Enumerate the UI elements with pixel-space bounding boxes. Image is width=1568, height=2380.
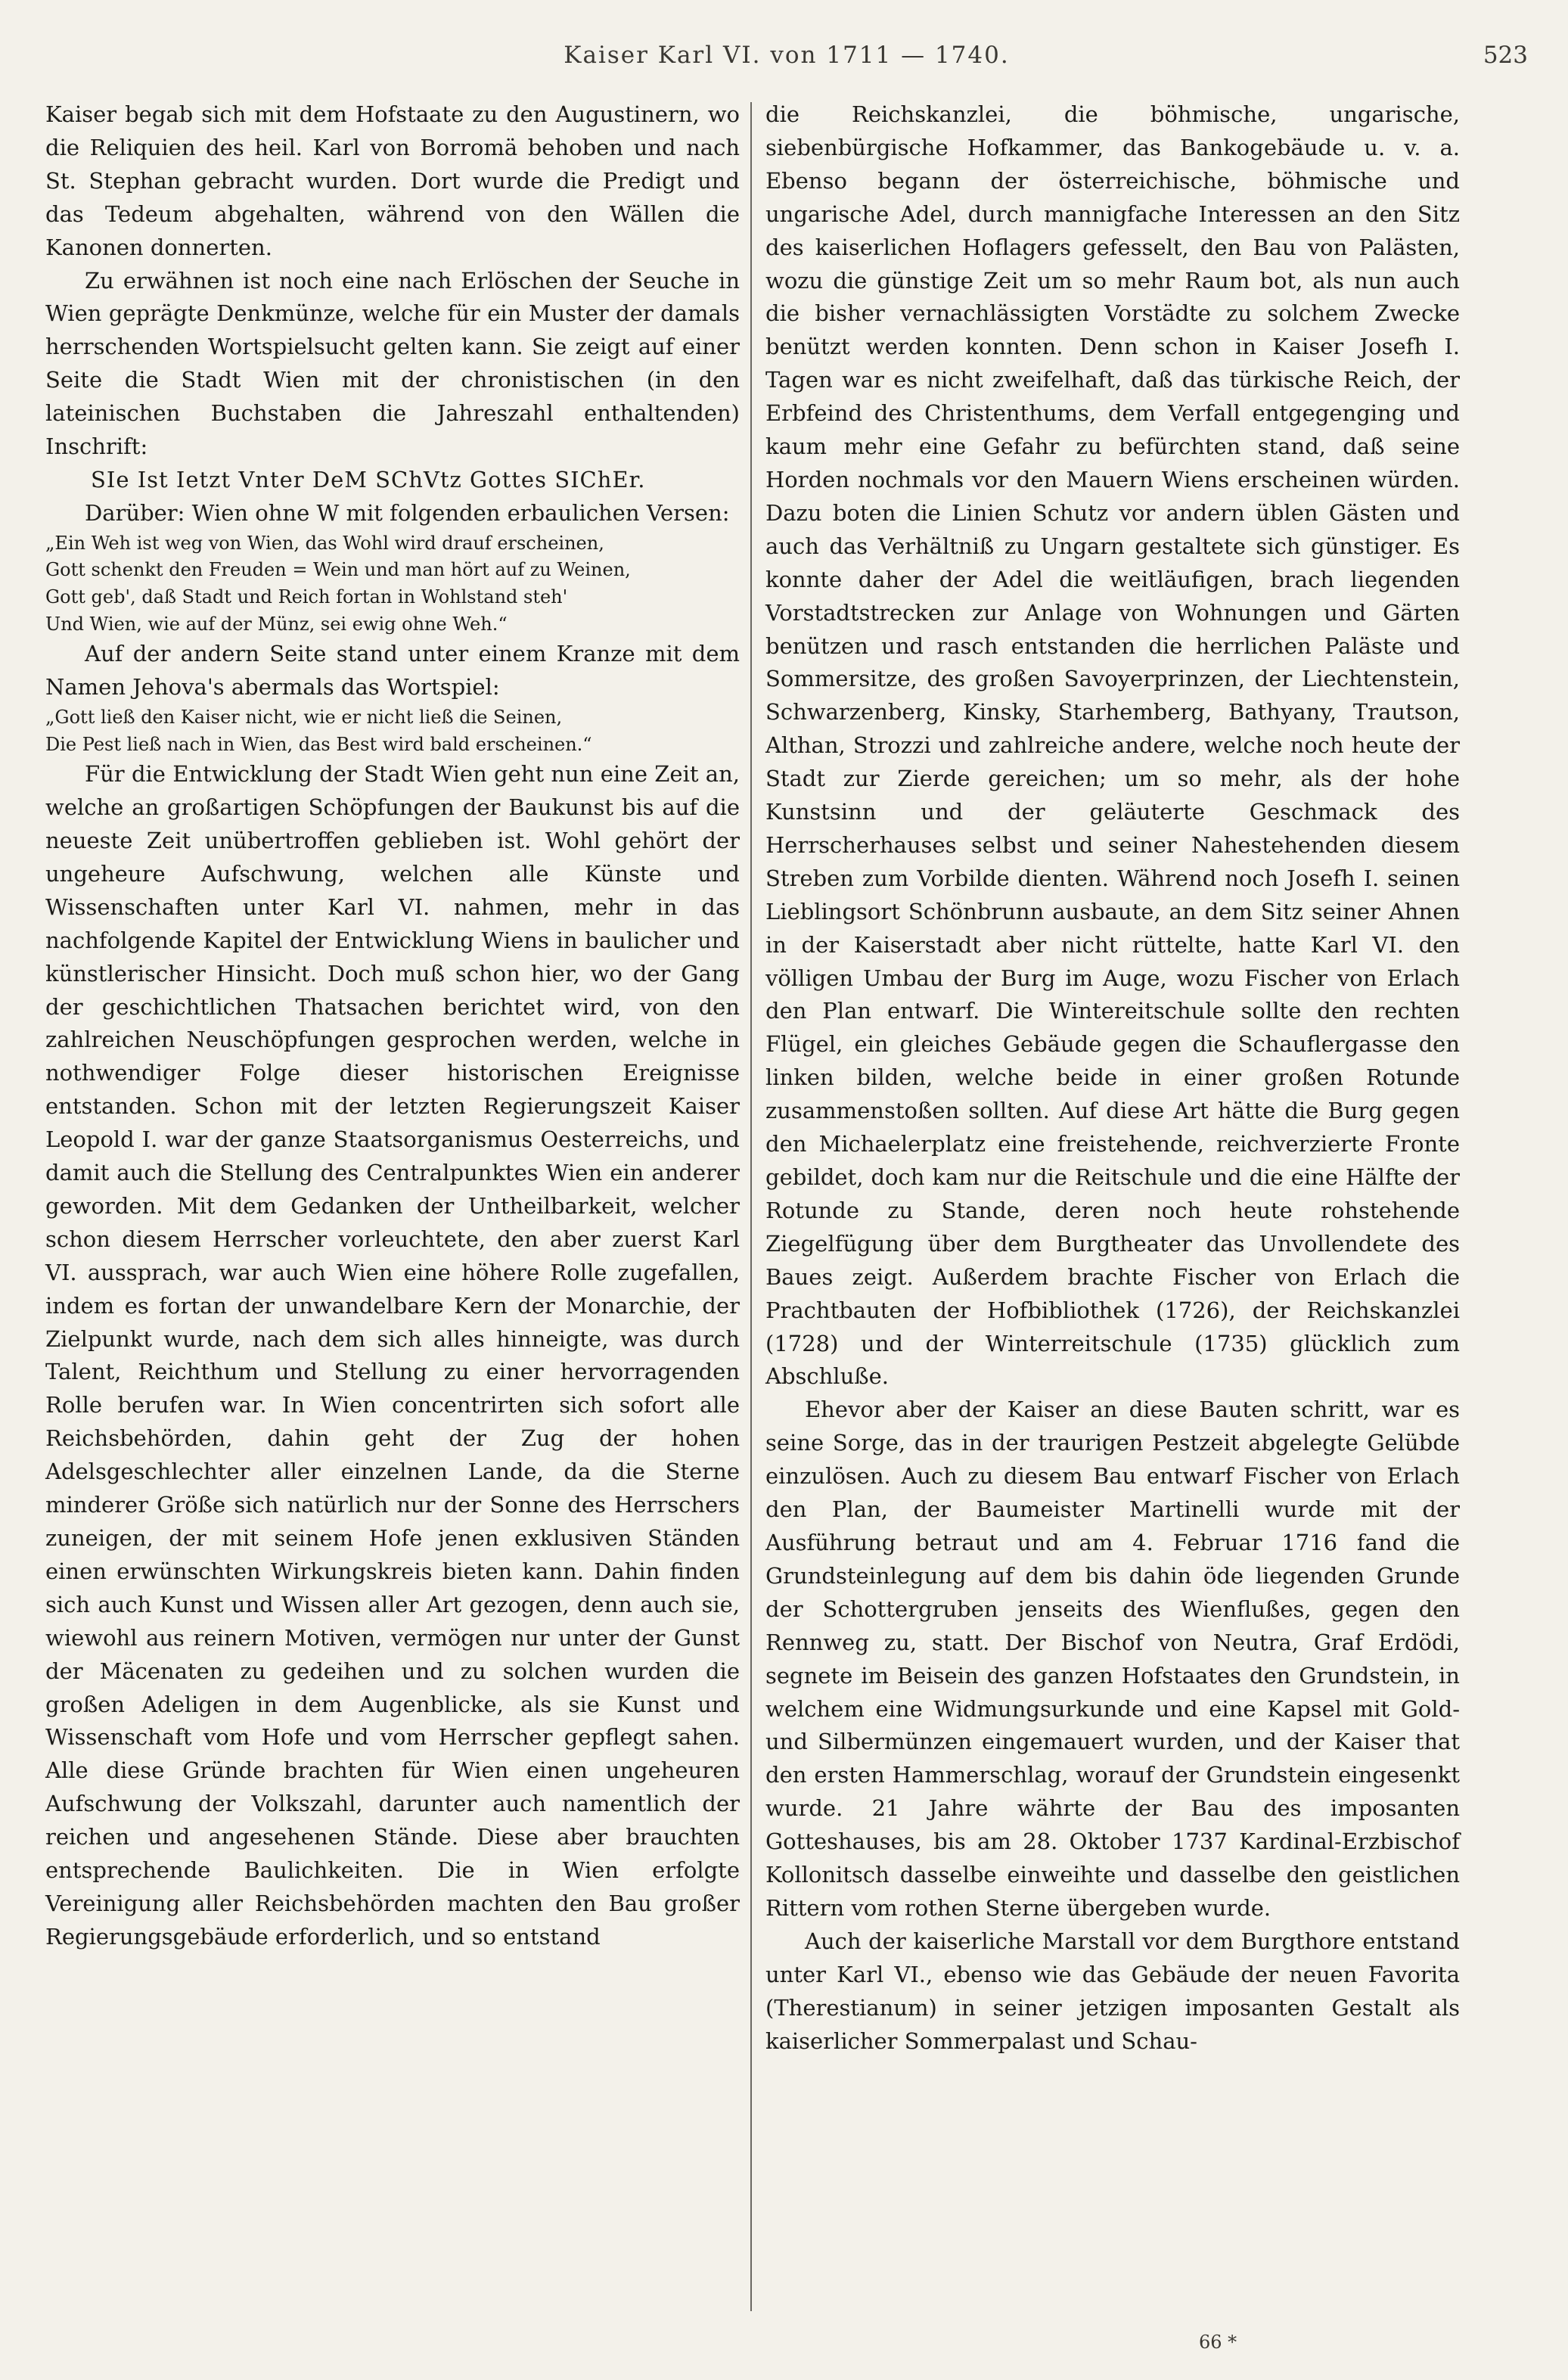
signature-mark: 66 * bbox=[1199, 2332, 1237, 2353]
column-divider bbox=[750, 102, 752, 2311]
verse-line: Gott schenkt den Freuden = Wein und man hört auf zu Weinen, bbox=[45, 559, 631, 581]
page-number: 523 bbox=[1483, 42, 1528, 69]
paragraph: Auch der kaiserliche Marstall vor dem Burgthore entstand unter Karl VI., ebenso wie das Gebäude der neuen Favorita (Therestianum) in seiner jetzigen imposanten Gestalt als kaiserlicher Sommerpalast und Schau- bbox=[765, 1928, 1460, 2054]
left-column bbox=[45, 98, 740, 1954]
verse-line: „Ein Weh ist weg von Wien, das Wohl wird drauf erscheinen, bbox=[45, 532, 604, 554]
verse-line: Die Pest ließ nach in Wien, das Best wird bald erscheinen.“ bbox=[45, 733, 592, 755]
paragraph: Zu erwähnen ist noch eine nach Erlöschen der Seuche in Wien geprägte Denkmünze, welche für ein Muster der damals herrschenden Wortspielsucht gelten kann. Sie zeigt auf einer Seite die Stadt Wien mit der chronistischen (in den lateinischen Buchstaben die Jahreszahl enthaltenden) Inschrift: bbox=[45, 267, 740, 460]
verse-line: Gott geb', daß Stadt und Reich fortan in Wohlstand steh' bbox=[45, 586, 568, 607]
paragraph: Auf der andern Seite stand unter einem Kranze mit dem Namen Jehova's abermals das Wortspiel: bbox=[45, 641, 740, 701]
running-title: Kaiser Karl VI. von 1711 — 1740. bbox=[564, 42, 1010, 69]
coin-inscription: SIe Ist Ietzt Vnter DeM SChVtz Gottes SIChEr. bbox=[91, 466, 646, 492]
paragraph: die Reichskanzlei, die böhmische, ungarische, siebenbürgische Hofkammer, das Bankogebäude u. v. a. Ebenso begann der österreichische, böhmische und ungarische Adel, durch mannigfache Interessen an den Sitz des kaiserlichen Hoflagers gefesselt, den Bau von Palästen, wozu die günstige Zeit um so mehr Raum bot, als nun auch die bisher vernachlässigten Vorstädte zu solchem Zwecke benützt werden konnten. Denn schon in Kaiser Josefh I. Tagen war es nicht zweifelhaft, daß das türkische Reich, der Erbfeind des Christenthums, dem Verfall entgegenging und kaum mehr eine Gefahr zu befürchten stand, daß seine Horden nochmals vor den Mauern Wiens erscheinen würden. Dazu boten die Linien Schutz vor andern üblen Gästen und auch das Verhältniß zu Ungarn gestaltete sich günstiger. Es konnte daher der Adel die weitläufigen, brach liegenden Vorstadtstrecken zur Anlage von Wohnungen und Gärten benützen und rasch entstanden die herrlichen Paläste und Sommersitze, des großen Savoyerprinzen, der Liechtenstein, Schwarzenberg, Kinsky, Starhemberg, Bathyany, Trautson, Althan, Strozzi und zahlreiche andere, welche noch heute der Stadt zur Zierde gereichen; um so mehr, als der hohe Kunstsinn und der geläuterte Geschmack des Herrscherhauses selbst und seiner Nahestehenden diesem Streben zum Vorbilde dienten. Während noch Josefh I. seinen Lieblingsort Schönbrunn ausbaute, an dem Sitz seiner Ahnen in der Kaiserstadt aber nicht rüttelte, hatte Karl VI. den völligen Umbau der Burg im Auge, wozu Fischer von Erlach den Plan entwarf. Die Wintereitschule sollte den rechten Flügel, ein gleiches Gebäude gegen die Schauflergasse den linken bilden, welche beide in einer großen Rotunde zusammenstoßen sollten. Auf diese Art hätte die Burg gegen den Michaelerplatz eine freistehende, reichverzierte Fronte gebildet, doch kam nur die Reitschule und die eine Hälfte der Rotunde zu Stande, deren noch heute rohstehende Ziegelfügung über dem Burgtheater das Unvollendete des Baues zeigt. Außerdem brachte Fischer von Erlach die Prachtbauten der Hofbibliothek (1726), der Reichskanzlei (1728) und der Winterreitschule (1735) glücklich zum Abschluße. bbox=[765, 101, 1460, 1390]
verse-line: „Gott ließ den Kaiser nicht, wie er nicht ließ die Seinen, bbox=[45, 706, 563, 728]
paragraph: Für die Entwicklung der Stadt Wien geht nun eine Zeit an, welche an großartigen Schöpfungen der Baukunst bis auf die neueste Zeit unübertroffen geblieben ist. Wohl gehört der ungeheure Aufschwung, welchen alle Künste und Wissenschaften unter Karl VI. nahmen, mehr in das nachfolgende Kapitel der Entwicklung Wiens in baulicher und künstlerischer Hinsicht. Doch muß schon hier, wo der Gang der geschichtlichen Thatsachen berichtet wird, von den zahlreichen Neuschöpfungen gesprochen werden, welche in nothwendiger Folge dieser historischen Ereignisse entstanden. Schon mit der letzten Regierungszeit Kaiser Leopold I. war der ganze Staatsorganismus Oesterreichs, und damit auch die Stellung des Centralpunktes Wien ein anderer geworden. Mit dem Gedanken der Untheilbarkeit, welcher schon diesem Herrscher vorleuchtete, den aber zuerst Karl VI. aussprach, war auch Wien eine höhere Rolle zugefallen, indem es fortan der unwandelbare Kern der Monarchie, der Zielpunkt wurde, nach dem sich alles hinneigte, was durch Talent, Reichthum und Stellung zu einer hervorragenden Rolle berufen war. In Wien concentrirten sich sofort alle Reichsbehörden, dahin geht der Zug der hohen Adelsgeschlechter aller einzelnen Lande, da die Sterne minderer Größe sich natürlich nur der Sonne des Herrschers zuneigen, der mit seinem Hofe jenen exklusiven Ständen einen erwünschten Wirkungskreis bieten kann. Dahin finden sich auch Kunst und Wissen aller Art gezogen, denn auch sie, wiewohl aus reinern Motiven, vermögen nur unter der Gunst der Mäcenaten zu gedeihen und zu solchen wurden die großen Adeligen in dem Augenblicke, als sie Kunst und Wissenschaft vom Hofe und vom Herrscher gepflegt sahen. Alle diese Gründe brachten für Wien einen ungeheuren Aufschwung der Volkszahl, darunter auch namentlich der reichen und angesehenen Stände. Diese aber brauchten entsprechende Baulichkeiten. Die in Wien erfolgte Vereinigung aller Reichsbehörden machten den Bau großer Regierungsgebäude erforderlich, und so entstand bbox=[45, 761, 740, 1950]
paragraph: Darüber: Wien ohne W mit folgenden erbaulichen Versen: bbox=[85, 499, 730, 526]
verse-line: Und Wien, wie auf der Münz, sei ewig ohne Weh.“ bbox=[45, 613, 508, 635]
verse-block bbox=[45, 704, 740, 758]
paragraph: Kaiser begab sich mit dem Hofstaate zu den Augustinern, wo die Reliquien des heil. Karl von Borromä behoben und nach St. Stephan gebracht wurden. Dort wurde die Predigt und das Tedeum abgehalten, während von den Wällen die Kanonen donnerten. bbox=[45, 101, 740, 260]
right-column bbox=[765, 98, 1460, 2058]
verse-block bbox=[45, 530, 740, 638]
paragraph: Ehevor aber der Kaiser an diese Bauten schritt, war es seine Sorge, das in der traurigen Pestzeit abgelegte Gelübde einzulösen. Auch zu diesem Bau entwarf Fischer von Erlach den Plan, der Baumeister Martinelli wurde mit der Ausführung betraut und am 4. Februar 1716 fand die Grundsteinlegung auf dem bis dahin öde liegenden Grunde der Schottergruben jenseits des Wienflußes, gegen den Rennweg zu, statt. Der Bischof von Neutra, Graf Erdödi, segnete im Beisein des ganzen Hofstaates den Grundstein, in welchem eine Widmungsurkunde und eine Kapsel mit Gold- und Silbermünzen eingemauert wurden, und der Kaiser that den ersten Hammerschlag, worauf der Grundstein eingesenkt wurde. 21 Jahre währte der Bau des imposanten Gotteshauses, bis am 28. Oktober 1737 Kardinal-Erzbischof Kollonitsch dasselbe einweihte und dasselbe den geistlichen Rittern vom rothen Sterne übergeben wurde. bbox=[765, 1397, 1460, 1921]
page-header bbox=[45, 42, 1528, 79]
